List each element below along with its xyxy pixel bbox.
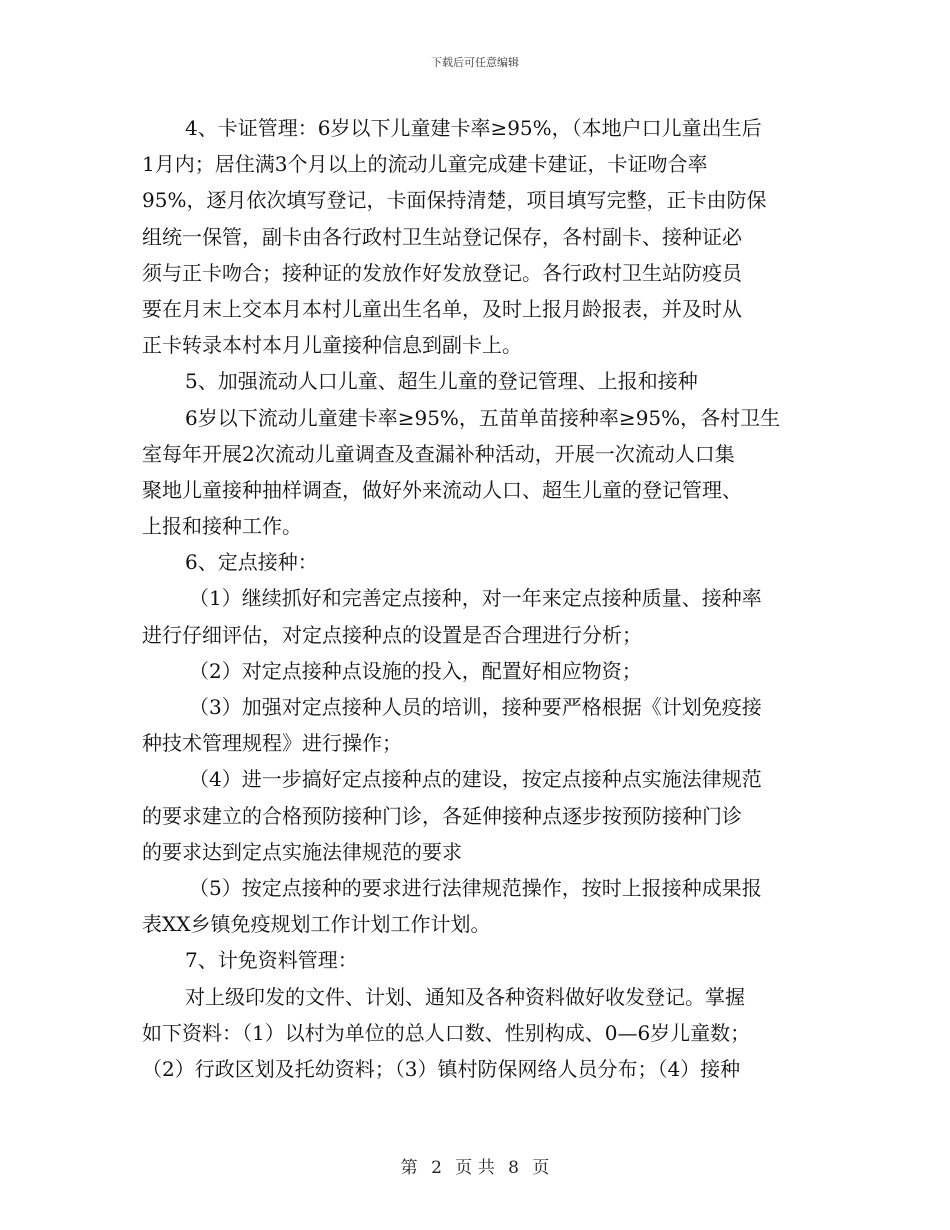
list-item: （5）按定点接种的要求进行法律规范操作，按时上报接种成果报 [189,875,762,900]
text-line: 种技术管理规程》进行操作； [142,731,402,756]
text-line: 6岁以下流动儿童建卡率≥95%，五苗单苗接种率≥95%，各村卫生 [185,405,781,430]
page-footer [0,1153,950,1178]
page-header-note: 下载后可任意编辑 [431,56,519,69]
text-line: 的要求达到定点实施法律规范的要求 [142,839,462,864]
text-line: 4、卡证管理：6岁以下儿童建卡率≥95%，（本地户口儿童出生后 [185,116,762,140]
footer-suffix: 页 [532,1158,550,1178]
text-line: 1月内；居住满3个月以上的流动儿童完成建卡建证，卡证吻合率 [142,152,708,177]
text-line: 表XX乡镇免疫规划工作计划工作计划。 [142,912,491,937]
document-body [142,110,812,1087]
footer-prefix: 第 [400,1158,418,1178]
text-line: 95%，逐月依次填写登记，卡面保持清楚，项目填写完整，正卡由防保 [142,188,767,213]
text-line: 对上级印发的文件、计划、通知及各种资料做好收发登记。掌握 [185,984,745,1009]
section-heading: 5、加强流动人口儿童、超生儿童的登记管理、上报和接种 [185,369,698,394]
text-line: 如下资料：（1）以村为单位的总人口数、性别构成、0—6岁儿童数； [142,1020,751,1045]
list-item: （2）对定点接种点设施的投入，配置好相应物资； [189,658,642,683]
section-heading: 7、计免资料管理： [185,948,358,973]
list-item: （1）继续抓好和完善定点接种，对一年来定点接种质量、接种率 [189,586,762,611]
footer-middle: 页 共 [455,1158,495,1178]
text-line: 要在月末上交本月本村儿童出生名单，及时上报月龄报表，并及时从 [142,296,742,321]
text-line: 组统一保管，副卡由各行政村卫生站登记保存，各村副卡、接种证必 [142,224,742,249]
section-heading: 6、定点接种： [185,550,318,575]
text-line: 聚地儿童接种抽样调查，做好外来流动人口、超生儿童的登记管理、 [142,477,742,502]
text-line: 须与正卡吻合；接种证的发放作好发放登记。各行政村卫生站防疫员 [142,260,742,285]
footer-total-pages: 8 [508,1158,519,1178]
footer-page-number: 2 [431,1158,442,1178]
text-line: 的要求建立的合格预防接种门诊，各延伸接种点逐步按预防接种门诊 [142,803,742,828]
list-item: （4）进一步搞好定点接种点的建设，按定点接种点实施法律规范 [189,767,762,792]
text-line: 正卡转录本村本月儿童接种信息到副卡上。 [142,333,522,358]
text-line: 室每年开展2次流动儿童调查及查漏补种活动，开展一次流动人口集 [142,441,735,466]
text-line: 进行仔细评估，对定点接种点的设置是否合理进行分析； [142,622,642,647]
text-line: （2）行政区划及托幼资料；（3）镇村防保网络人员分布；（4）接种 [142,1056,741,1081]
list-item: （3）加强对定点接种人员的培训，接种要严格根据《计划免疫接 [189,695,762,719]
text-line: 上报和接种工作。 [142,514,302,539]
